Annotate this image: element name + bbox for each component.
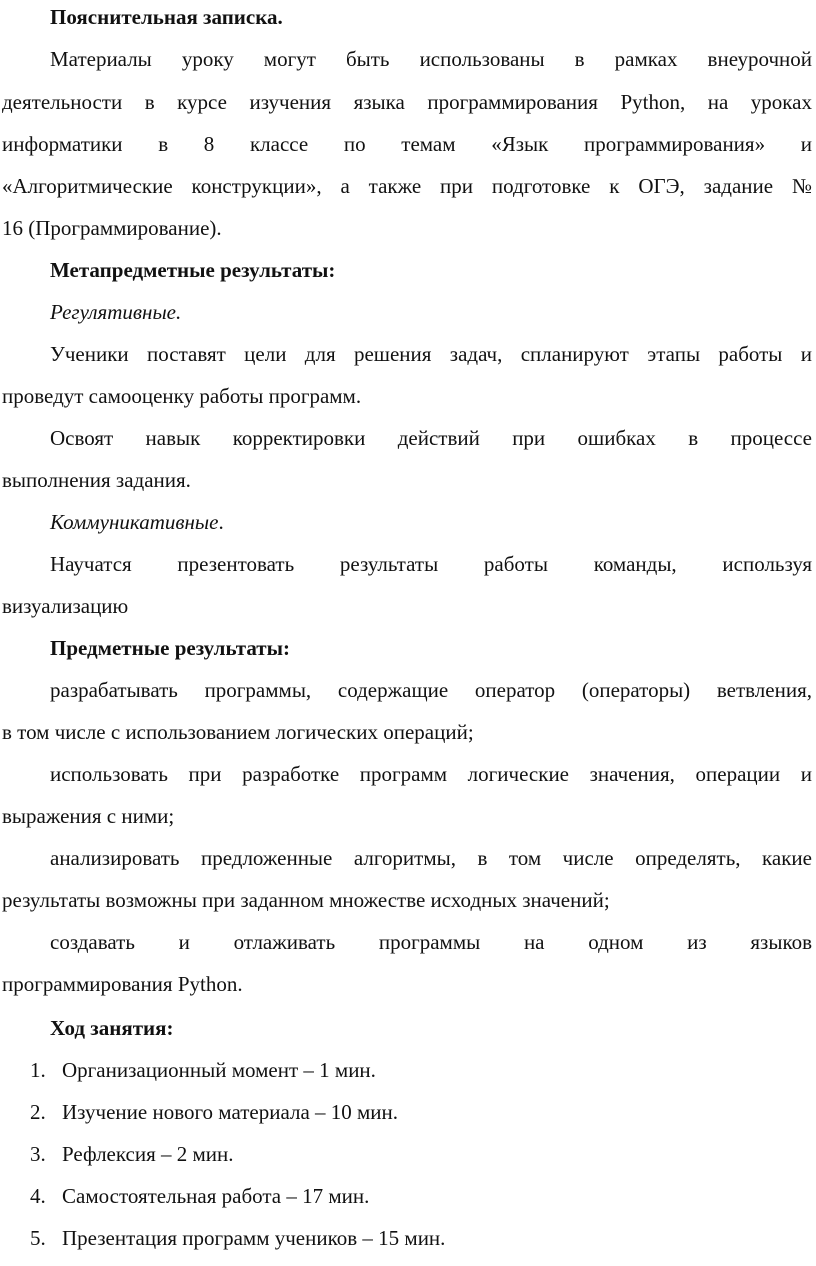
intro-line-5: 16 (Программирование).	[2, 216, 222, 240]
communicative-label: Коммуникативные	[50, 510, 219, 534]
subject-p4-line-2: программирования Python.	[2, 972, 243, 996]
meta-heading: Метапредметные результаты:	[50, 258, 336, 282]
list-item	[30, 1225, 445, 1251]
list-item-number: 3.	[30, 1142, 46, 1166]
subject-p3-line-1: анализировать предложенные алгоритмы, в том числе определять, какие	[50, 846, 812, 870]
subject-p4-line-1: создавать и отлаживать программы на одном из языков	[50, 930, 812, 954]
list-item-text: Самостоятельная работа – 17 мин.	[62, 1184, 370, 1208]
subject-p2-line-2: выражения с ними;	[2, 804, 175, 828]
list-item-number: 5.	[30, 1226, 46, 1250]
intro-line-3: информатики в 8 классе по темам «Язык программирования» и	[2, 132, 812, 156]
subject-p2-line-1: использовать при разработке программ логические значения, операции и	[50, 762, 812, 786]
list-item	[30, 1141, 234, 1167]
intro-line-2: деятельности в курсе изучения языка программирования Python, на уроках	[2, 90, 812, 114]
regulative-p2-line-1: Освоят навык корректировки действий при ошибках в процессе	[50, 426, 812, 450]
list-item-text: Организационный момент – 1 мин.	[62, 1058, 376, 1082]
list-item-number: 4.	[30, 1184, 46, 1208]
list-item-text: Изучение нового материала – 10 мин.	[62, 1100, 399, 1124]
communicative-label-line	[50, 509, 812, 535]
intro-line-4: «Алгоритмические конструкции», а также при подготовке к ОГЭ, задание №	[2, 174, 812, 198]
subject-p1-line-2: в том числе с использованием логических операций;	[2, 720, 474, 744]
document-title: Пояснительная записка.	[50, 5, 283, 29]
communicative-p1-line-1: Научатся презентовать результаты работы команды, используя	[50, 552, 812, 576]
list-item-text: Презентация программ учеников – 15 мин.	[62, 1226, 446, 1250]
regulative-p1-line-1: Ученики поставят цели для решения задач, спланируют этапы работы и	[50, 342, 812, 366]
intro-line-1: Материалы уроку могут быть использованы в рамках внеурочной	[50, 47, 812, 71]
list-item	[30, 1057, 376, 1083]
list-item	[30, 1183, 369, 1209]
list-item-number: 1.	[30, 1058, 46, 1082]
regulative-p2-line-2: выполнения задания.	[2, 468, 191, 492]
subject-p3-line-2: результаты возможны при заданном множестве исходных значений;	[2, 888, 610, 912]
communicative-p1-line-2: визуализацию	[2, 594, 129, 618]
regulative-label: Регулятивные.	[50, 300, 182, 324]
course-heading: Ход занятия:	[50, 1016, 174, 1040]
communicative-label-dot: .	[218, 510, 224, 534]
subject-p1-line-1: разрабатывать программы, содержащие оператор (операторы) ветвления,	[50, 678, 812, 702]
list-item	[30, 1099, 398, 1125]
regulative-p1-line-2: проведут самооценку работы программ.	[2, 384, 362, 408]
subject-heading: Предметные результаты:	[50, 636, 290, 660]
list-item-number: 2.	[30, 1100, 46, 1124]
list-item-text: Рефлексия – 2 мин.	[62, 1142, 234, 1166]
